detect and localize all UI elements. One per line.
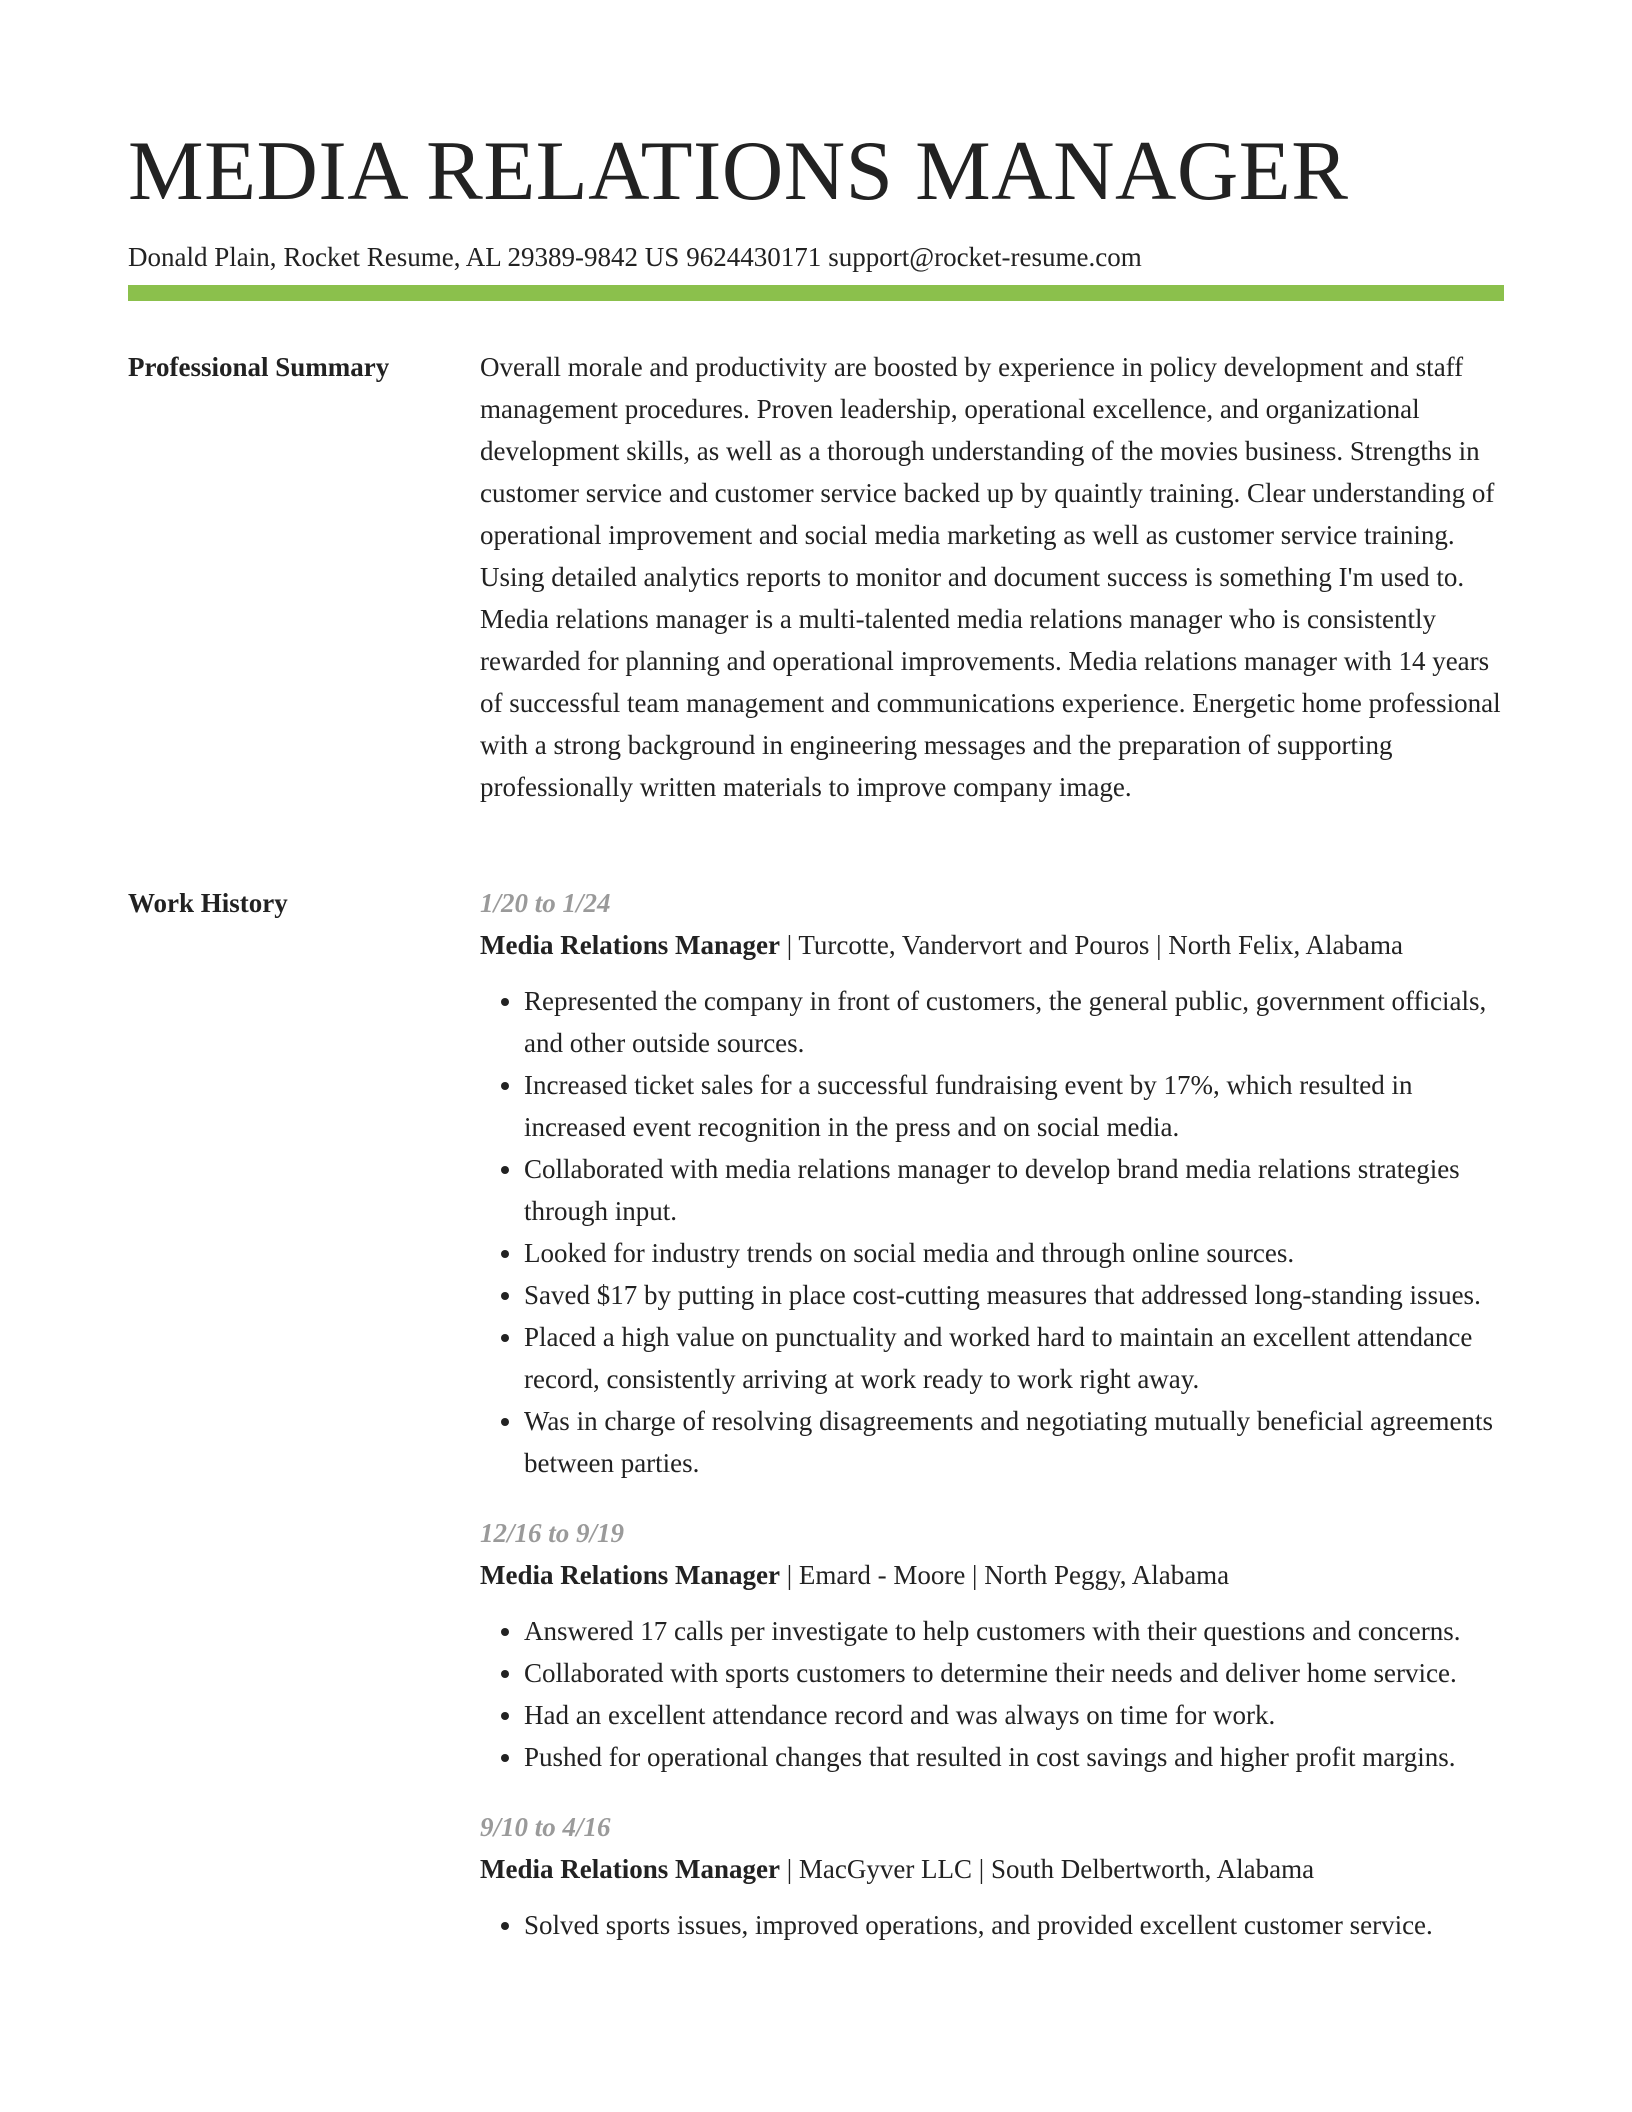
job-dates: 1/20 to 1/24 (480, 888, 611, 918)
job-dates: 12/16 to 9/19 (480, 1518, 625, 1548)
page-title: MEDIA RELATIONS MANAGER (128, 124, 1349, 218)
job-bullet: • Answered 17 calls per investigate to help customers with their questions and concerns. (524, 1610, 1504, 1652)
contact-line (128, 240, 1504, 274)
job-heading (480, 924, 1504, 966)
job-title: Media Relations Manager (480, 1854, 780, 1884)
job-bullet: • Collaborated with sports customers to determine their needs and deliver home service. (524, 1652, 1504, 1694)
job-bullet: • Had an excellent attendance record and was always on time for work. (524, 1694, 1504, 1736)
summary-body (480, 346, 1504, 808)
job-bullet: • Solved sports issues, improved operations, and provided excellent customer service. (524, 1904, 1504, 1946)
job-title: Media Relations Manager (480, 1560, 780, 1590)
job-bullet-list (480, 980, 1504, 1484)
work-history-heading: Work History (128, 888, 288, 918)
job-bullet: • Represented the company in front of customers, the general public, government officials, and other outside sources. (524, 980, 1504, 1064)
job-bullet: • Pushed for operational changes that resulted in cost savings and higher profit margins. (524, 1736, 1504, 1778)
job-company-location: | Emard - Moore | North Peggy, Alabama (779, 1560, 1230, 1590)
job-bullet: • Collaborated with media relations manager to develop brand media relations strategies through input. (524, 1148, 1504, 1232)
job-company-location: | Turcotte, Vandervort and Pouros | North Felix, Alabama (779, 930, 1403, 960)
summary-heading: Professional Summary (128, 352, 390, 382)
summary-text: Overall morale and productivity are boosted by experience in policy development and staff management procedures. Proven leadership, operational excellence, and organizational development skills, as well as a thorough understanding of the movies business. Strengths in customer service and customer service backed up by quaintly training. Clear understanding of operational improvement and social media marketing as well as customer service training. Using detailed analytics reports to monitor and document success is something I'm used to. Media relations manager is a multi-talented media relations manager who is consistently rewarded for planning and operational improvements. Media relations manager with 14 years of successful team management and communications experience. Energetic home professional with a strong background in engineering messages and the preparation of supporting professionally written materials to improve company image. (480, 352, 1501, 802)
job-company-location: | MacGyver LLC | South Delbertworth, Alabama (779, 1854, 1315, 1884)
work-history-body (480, 882, 1504, 1974)
job-bullet: • Was in charge of resolving disagreements and negotiating mutually beneficial agreements between parties. (524, 1400, 1504, 1484)
job-bullet: • Placed a high value on punctuality and worked hard to maintain an excellent attendance record, consistently arriving at work ready to work right away. (524, 1316, 1504, 1400)
job-dates: 9/10 to 4/16 (480, 1812, 611, 1842)
job-entry (480, 1512, 1504, 1778)
job-heading (480, 1554, 1504, 1596)
resume-header (128, 118, 1504, 274)
contact-email: support@rocket-resume.com (828, 242, 1142, 272)
job-entry (480, 882, 1504, 1484)
contact-phone: 9624430171 (686, 242, 822, 272)
contact-address: Rocket Resume, AL 29389-9842 US (283, 242, 680, 272)
job-bullet-list (480, 1610, 1504, 1778)
job-heading (480, 1848, 1504, 1890)
job-bullet: • Saved $17 by putting in place cost-cutting measures that addressed long-standing issues. (524, 1274, 1504, 1316)
contact-name: Donald Plain, (128, 242, 277, 272)
job-title: Media Relations Manager (480, 930, 780, 960)
job-bullet: • Looked for industry trends on social media and through online sources. (524, 1232, 1504, 1274)
job-bullet-list (480, 1904, 1504, 1946)
job-entry (480, 1806, 1504, 1946)
header-divider (128, 285, 1504, 301)
job-bullet: • Increased ticket sales for a successful fundraising event by 17%, which resulted in increased event recognition in the press and on social media. (524, 1064, 1504, 1148)
